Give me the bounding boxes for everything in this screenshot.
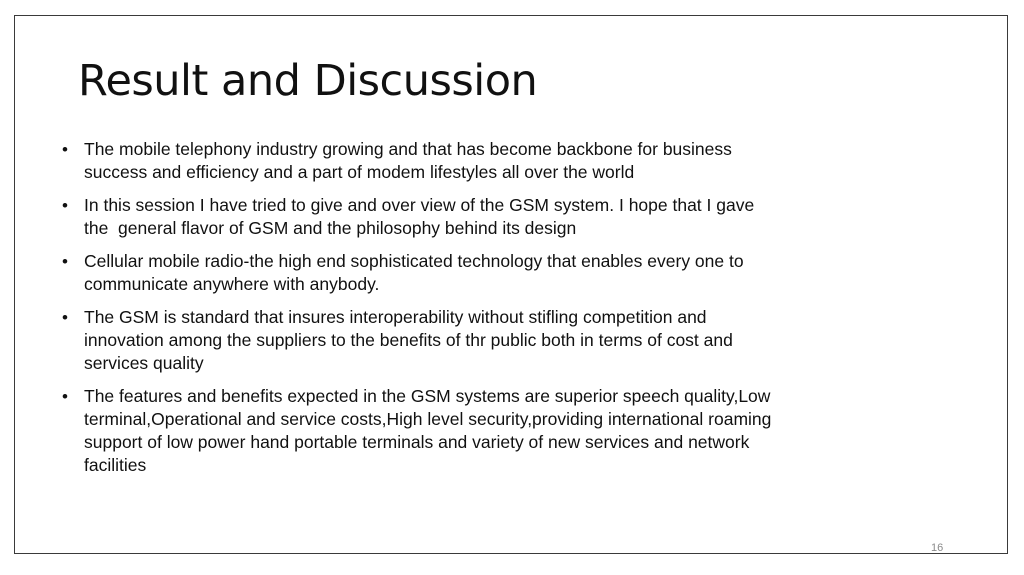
bullet-item: [62, 194, 782, 240]
bullet-icon: •: [62, 387, 68, 406]
page-number: 16: [931, 542, 944, 554]
bullet-icon: •: [62, 196, 68, 215]
bullet-icon: •: [62, 308, 68, 327]
bullet-text: Cellular mobile radio-the high end sophisticated technology that enables every one to communicate anywhere with anybody.: [84, 251, 744, 294]
bullet-list: [62, 138, 782, 487]
bullet-text: In this session I have tried to give and over view of the GSM system. I hope that I gave the general flavor of GSM and the philosophy behind its design: [84, 195, 760, 238]
bullet-item: [62, 138, 782, 184]
bullet-text: The features and benefits expected in the GSM systems are superior speech quality,Low terminal,Operational and service costs,High level security,providing international roaming support of low power hand portable terminals and variety of new services and network facilities: [84, 386, 772, 475]
slide-title: Result and Discussion: [78, 56, 538, 106]
bullet-icon: •: [62, 252, 68, 271]
bullet-item: [62, 385, 782, 477]
bullet-icon: •: [62, 140, 68, 159]
bullet-item: [62, 250, 782, 296]
bullet-item: [62, 306, 782, 375]
bullet-text: The GSM is standard that insures interoperability without stifling competition and innovation among the suppliers to the benefits of thr public both in terms of cost and services quality: [84, 307, 733, 373]
bullet-text: The mobile telephony industry growing and that has become backbone for business success and efficiency and a part of modem lifestyles all over the world: [84, 139, 732, 182]
